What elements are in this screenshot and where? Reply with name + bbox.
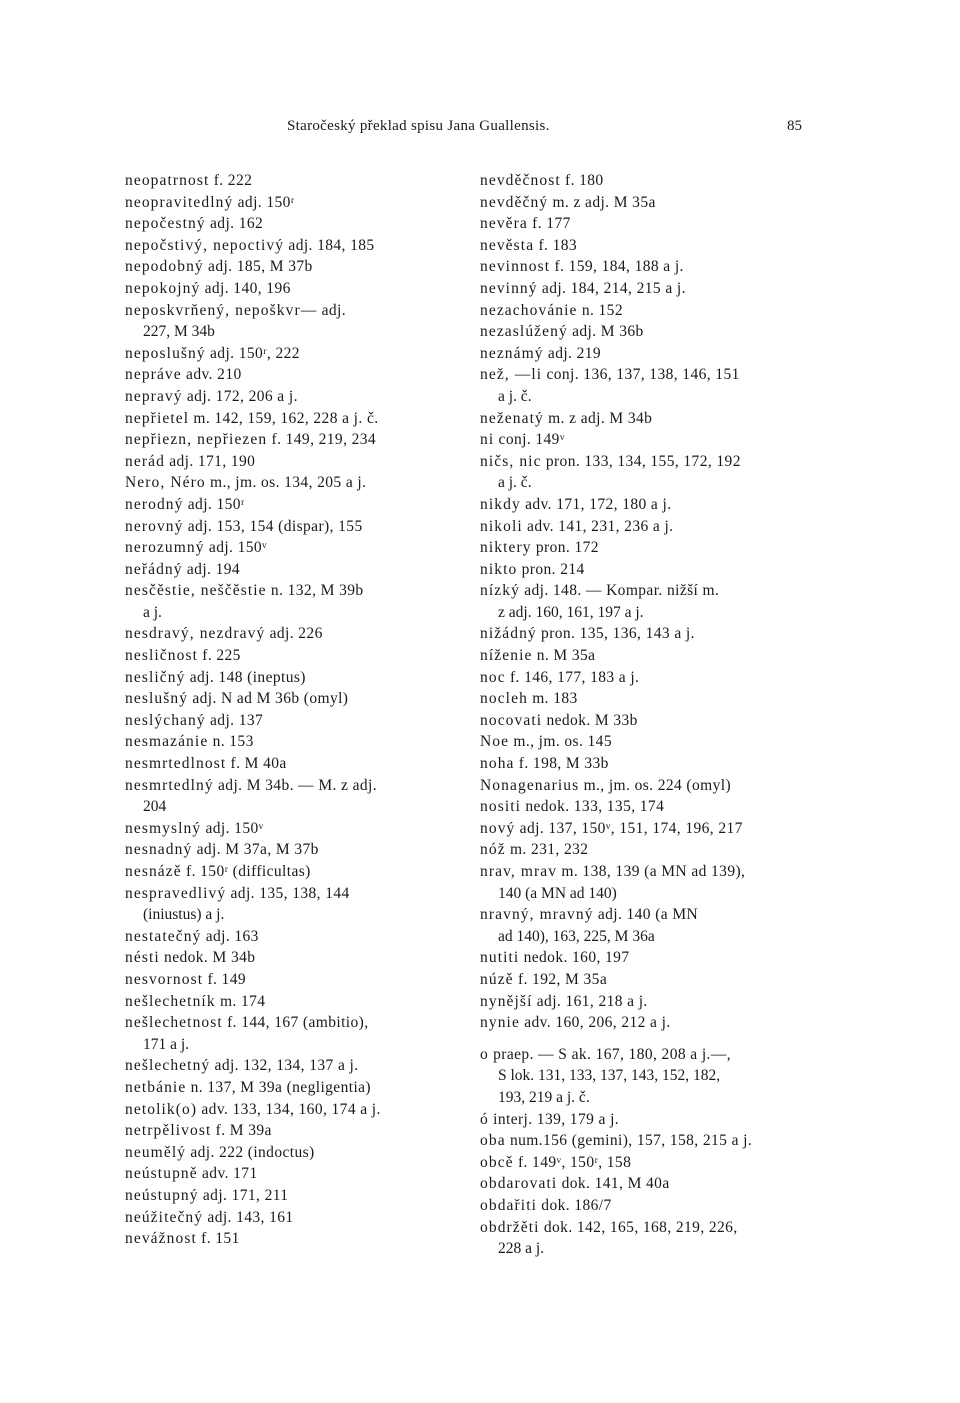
- index-entry: [480, 623, 820, 645]
- entry-headword: nesličnost: [125, 647, 198, 665]
- index-entry: [480, 321, 820, 343]
- entry-references: nedok. 160, 197: [519, 949, 630, 967]
- index-entry: [480, 1109, 820, 1131]
- entry-headword: nikto: [480, 560, 518, 578]
- entry-references: m., jm. os. 224 (omyl): [579, 776, 732, 794]
- entry-references: adj. N ad M 36b (omyl): [188, 690, 349, 708]
- index-entry: [125, 731, 465, 753]
- entry-references: f. 177: [527, 215, 571, 233]
- entry-headword: neumělý: [125, 1143, 187, 1161]
- entry-headword: nocovati: [480, 711, 543, 729]
- index-entry: [125, 472, 465, 494]
- entry-references: f. 149ᵛ, 150ʳ, 158: [513, 1153, 632, 1171]
- entry-references: nedok. M 33b: [542, 711, 638, 729]
- index-entry: [125, 408, 465, 430]
- entry-references: f. M 40a: [226, 755, 287, 773]
- entry-headword: obdařiti: [480, 1196, 538, 1214]
- entry-headword: nesmrtedlnost: [125, 755, 227, 773]
- entry-headword: nesmyslný: [125, 819, 202, 837]
- index-entry: [125, 1228, 465, 1250]
- entry-references: adj. 150ᵛ: [204, 539, 268, 557]
- entry-references: adj. 135, 138, 144: [226, 884, 350, 902]
- entry-references: adv. 141, 231, 236 a j.: [522, 517, 674, 535]
- entry-headword: nerozumný: [125, 539, 205, 557]
- entry-headword: niktery: [480, 539, 532, 557]
- entry-references: adj. 132, 134, 137 a j.: [210, 1057, 359, 1075]
- entry-references: adj. M 34b. — M. z adj.: [213, 776, 378, 794]
- entry-headword: nesvornost: [125, 970, 204, 988]
- entry-headword: núzě: [480, 970, 514, 988]
- entry-headword: oba: [480, 1132, 506, 1150]
- entry-references: pron. 172: [531, 539, 599, 557]
- entry-headword: neústupně: [125, 1165, 198, 1183]
- index-entry: [480, 537, 820, 559]
- index-entry: [480, 559, 820, 581]
- entry-headword: nikdy: [480, 495, 521, 513]
- entry-references: adv. 171, 172, 180 a j.: [520, 495, 672, 513]
- index-entry: [480, 839, 820, 861]
- index-entry: [125, 1012, 465, 1055]
- entry-references: f. 151: [196, 1230, 240, 1248]
- entry-headword: nepočestný: [125, 215, 206, 233]
- entry-references: adj. 140 (a MN: [593, 906, 699, 924]
- entry-headword: nesmazánie: [125, 733, 209, 751]
- entry-headword: nésti: [125, 949, 160, 967]
- entry-headword: netolik(o): [125, 1100, 198, 1118]
- entry-references: adj. 148 (ineptus): [185, 668, 306, 686]
- index-entry: [480, 278, 820, 300]
- index-column-left: [125, 170, 465, 1250]
- entry-headword: ničs, nic: [480, 452, 542, 470]
- entry-headword: nerovný: [125, 517, 184, 535]
- index-entry: [125, 256, 465, 278]
- index-entry: [125, 775, 465, 818]
- entry-references: adv. 133, 134, 160, 174 a j.: [197, 1100, 381, 1118]
- entry-headword: neopatrnost: [125, 172, 210, 189]
- entry-headword: nikoli: [480, 517, 523, 535]
- index-entry: [125, 883, 465, 926]
- index-entry: [480, 580, 820, 623]
- index-entry: [480, 343, 820, 365]
- index-entry: [480, 969, 820, 991]
- index-entry: [125, 451, 465, 473]
- entry-references: conj. 136, 137, 138, 146, 151: [542, 366, 740, 384]
- entry-headword: obdržěti: [480, 1218, 540, 1236]
- entry-references: adj. 171, 211: [198, 1186, 289, 1204]
- entry-headword: neznámý: [480, 344, 544, 362]
- entry-headword: nynie: [480, 1014, 520, 1032]
- index-entry: [125, 1185, 465, 1207]
- index-entry: [125, 429, 465, 451]
- index-entry: [480, 213, 820, 235]
- entry-references: adj.: [317, 301, 347, 319]
- entry-references: m. 142, 159, 162, 228 a j. č.: [189, 409, 379, 427]
- index-entry: [125, 1055, 465, 1077]
- entry-headword: nepodobný: [125, 258, 204, 276]
- index-entry: [480, 516, 820, 538]
- index-entry: [480, 731, 820, 753]
- index-entry: [480, 494, 820, 516]
- index-entry: [125, 300, 465, 343]
- entry-headword: nevděčnost: [480, 172, 561, 189]
- index-entry: [125, 494, 465, 516]
- index-entry: [480, 235, 820, 257]
- entry-references: f. 149: [203, 970, 247, 988]
- entry-headword: nespravedlivý: [125, 884, 227, 902]
- entry-headword: nesličný: [125, 668, 186, 686]
- index-entry: [125, 645, 465, 667]
- entry-headword: nevinnost: [480, 258, 551, 276]
- entry-headword: neústupný: [125, 1186, 199, 1204]
- entry-headword: neposlušný: [125, 344, 206, 362]
- index-entry: [480, 1087, 820, 1109]
- entry-references: m., jm. os. 134, 205 a j.: [205, 474, 367, 492]
- index-entry: [480, 688, 820, 710]
- index-entry: [125, 1207, 465, 1229]
- index-entry: [480, 429, 820, 451]
- entry-references: adj. 172, 206 a j.: [182, 387, 298, 405]
- index-entry: [125, 710, 465, 732]
- index-entry: [125, 861, 465, 883]
- index-entry: [125, 947, 465, 969]
- entry-headword: netbánie: [125, 1078, 187, 1096]
- entry-references: adj. 194: [182, 560, 241, 578]
- entry-headword: nezaslúžený: [480, 323, 568, 341]
- entry-headword: nrav, mrav: [480, 863, 558, 880]
- index-entry: [480, 170, 820, 192]
- entry-headword: Nonagenarius: [480, 776, 580, 794]
- entry-references: adv. 171: [197, 1165, 258, 1183]
- entry-continuation: ad 140), 163, 225, M 36a: [498, 927, 655, 945]
- index-entry: [480, 1195, 820, 1217]
- entry-continuation: 204: [143, 798, 167, 816]
- entry-headword: nesnázě: [125, 863, 182, 880]
- index-entry: [480, 710, 820, 732]
- entry-references: n. M 35a: [532, 647, 596, 665]
- index-entry: [125, 753, 465, 775]
- entry-headword: ó: [480, 1110, 489, 1128]
- entry-headword: nerodný: [125, 495, 184, 513]
- entry-references: adj. 143, 161: [203, 1208, 294, 1226]
- index-entry: [125, 580, 465, 623]
- entry-references: m. z adj. M 35a: [548, 193, 656, 211]
- entry-headword: nevěsta: [480, 236, 535, 254]
- entry-headword: nositi: [480, 798, 522, 816]
- index-entry: [125, 537, 465, 559]
- index-entry: [480, 991, 820, 1013]
- entry-headword: obcě: [480, 1153, 514, 1171]
- entry-headword: nešlechetný: [125, 1057, 211, 1075]
- index-entry: [125, 623, 465, 645]
- entry-headword: nravný, mravný: [480, 906, 594, 924]
- index-entry: [125, 192, 465, 214]
- index-entry: [125, 926, 465, 948]
- entry-headword: ni: [480, 431, 495, 449]
- entry-references: praep. — S ak. 167, 180, 208 a j.—,: [488, 1045, 731, 1063]
- index-entry: [480, 256, 820, 278]
- entry-continuation: a j.: [143, 603, 162, 621]
- entry-references: n. 137, M 39a (negligentia): [186, 1078, 371, 1096]
- entry-headword: nízký: [480, 582, 520, 600]
- entry-headword: noha: [480, 755, 515, 773]
- index-entry: [125, 667, 465, 689]
- entry-headword: nynější: [480, 992, 533, 1010]
- index-entry: [480, 364, 820, 407]
- index-entry: [125, 1077, 465, 1099]
- index-entry: [480, 408, 820, 430]
- entry-references: dok. 186/7: [537, 1196, 612, 1214]
- entry-references: f. 183: [534, 236, 578, 254]
- entry-references: f. 198, M 33b: [514, 755, 609, 773]
- entry-headword: netrpělivost: [125, 1122, 212, 1140]
- entry-headword: neslušný: [125, 690, 189, 708]
- entry-references: conj. 149ᵛ: [494, 431, 565, 449]
- entry-references: adj. M 36b: [567, 323, 644, 341]
- index-entry: [480, 775, 820, 797]
- entry-references: adv. 210: [181, 366, 242, 384]
- entry-headword: neúžitečný: [125, 1208, 204, 1226]
- entry-references: adj. 153, 154 (dispar), 155: [183, 517, 363, 535]
- entry-headword: nešlechetník: [125, 992, 216, 1010]
- entry-references: n. 153: [208, 733, 254, 751]
- index-entry: [125, 516, 465, 538]
- entry-references: adj. 148. — Kompar. nižší m.: [519, 582, 720, 600]
- entry-headword: než, —li: [480, 366, 543, 384]
- index-entry: [480, 753, 820, 775]
- entry-headword: obdarovati: [480, 1175, 558, 1193]
- entry-headword: nižádný: [480, 625, 537, 643]
- entry-references: f. 180: [560, 172, 604, 189]
- entry-references: f. 150ʳ (difficultas): [181, 863, 311, 880]
- index-entry: [125, 1120, 465, 1142]
- entry-references: adj. 137, 150ᵛ, 151, 174, 196, 217: [515, 819, 743, 837]
- entry-continuation: a j. č.: [498, 474, 532, 492]
- entry-references: m. 183: [527, 690, 578, 708]
- index-entry: [480, 1044, 820, 1087]
- entry-references: adj. 150ᵛ: [201, 819, 264, 837]
- index-entry: [125, 278, 465, 300]
- running-title: Staročeský překlad spisu Jana Guallensis.: [287, 118, 550, 134]
- index-entry: [480, 1152, 820, 1174]
- index-entry: [480, 300, 820, 322]
- index-entry: [125, 991, 465, 1013]
- entry-headword: nutiti: [480, 949, 520, 967]
- entry-headword: níženie: [480, 647, 533, 665]
- index-entry: [125, 213, 465, 235]
- entry-headword: nezachovánie: [480, 301, 578, 319]
- entry-headword: nestatečný: [125, 927, 202, 945]
- entry-headword: neopravitedlný: [125, 193, 234, 211]
- entry-references: adj. 137: [205, 711, 264, 729]
- entry-continuation: (iniustus) a j.: [143, 906, 225, 924]
- index-entry: [125, 235, 465, 257]
- entry-references: pron. 135, 136, 143 a j.: [536, 625, 695, 643]
- entry-headword: nesdravý, nezdravý: [125, 625, 266, 643]
- entry-headword: nevděčný: [480, 193, 549, 211]
- entry-headword: nový: [480, 819, 516, 837]
- index-entry: [480, 818, 820, 840]
- entry-references: f. 159, 184, 188 a j.: [550, 258, 684, 276]
- entry-references: pron. 214: [517, 560, 585, 578]
- index-entry: [125, 1142, 465, 1164]
- index-entry: [125, 818, 465, 840]
- entry-headword: nepřietel: [125, 409, 190, 427]
- entry-headword: nevinný: [480, 279, 538, 297]
- index-entry: [125, 1163, 465, 1185]
- entry-references: f. 225: [198, 647, 241, 665]
- entry-references: f. 149, 219, 234: [267, 431, 377, 449]
- entry-continuation: 193, 219 a j. č.: [498, 1088, 590, 1106]
- entry-references: adj. 222 (indoctus): [186, 1143, 315, 1161]
- entry-continuation: 228 a j.: [498, 1240, 545, 1258]
- entry-headword: nocleh: [480, 690, 528, 708]
- index-entry: [125, 364, 465, 386]
- entry-references: nedok. 133, 135, 174: [521, 798, 665, 816]
- index-entry: [480, 192, 820, 214]
- entry-headword: nepráve: [125, 366, 182, 384]
- entry-references: adj. 171, 190: [164, 452, 256, 470]
- entry-references: adv. 160, 206, 212 a j.: [519, 1014, 671, 1032]
- entry-references: adj. 226: [265, 625, 323, 643]
- index-entry: [480, 947, 820, 969]
- index-entry: [480, 796, 820, 818]
- entry-headword: nešlechetnost: [125, 1014, 223, 1032]
- entry-headword: nesnadný: [125, 841, 193, 859]
- entry-references: num.156 (gemini), 157, 158, 215 a j.: [505, 1132, 753, 1150]
- entry-headword: nepřiezn, nepřiezen: [125, 431, 268, 449]
- index-entry: [125, 688, 465, 710]
- index-entry: [125, 1099, 465, 1121]
- entry-continuation: z adj. 160, 161, 197 a j.: [498, 603, 644, 621]
- entry-references: n. 152: [577, 301, 623, 319]
- entry-references: adj. 163: [201, 927, 259, 945]
- index-entry: [125, 969, 465, 991]
- entry-references: adj. 184, 185: [284, 236, 375, 254]
- entry-continuation: 140 (a MN ad 140): [498, 884, 617, 902]
- index-entry: [480, 861, 820, 904]
- entry-references: nedok. M 34b: [159, 949, 256, 967]
- entry-references: f. 192, M 35a: [513, 970, 608, 988]
- index-entry: [480, 667, 820, 689]
- entry-headword: noc: [480, 668, 506, 686]
- index-entry: [480, 1173, 820, 1195]
- entry-references: adj. 140, 196: [200, 279, 291, 297]
- entry-references: adj. 150ʳ: [233, 193, 295, 211]
- page-header: [0, 118, 960, 142]
- entry-references: m. z adj. M 34b: [543, 409, 653, 427]
- entry-continuation: a j. č.: [498, 387, 532, 405]
- entry-headword: nevěra: [480, 215, 528, 233]
- index-entry: [480, 1130, 820, 1152]
- entry-headword: neposkvrňený, nepoškvr—: [125, 301, 318, 319]
- index-entry: [125, 170, 465, 192]
- entry-headword: o: [480, 1045, 489, 1063]
- entry-headword: nesmrtedlný: [125, 776, 214, 794]
- entry-headword: neženatý: [480, 409, 544, 427]
- entry-references: pron. 133, 134, 155, 172, 192: [541, 452, 741, 470]
- entry-references: f. 146, 177, 183 a j.: [505, 668, 640, 686]
- index-entry: [125, 386, 465, 408]
- entry-references: dok. 141, M 40a: [557, 1175, 670, 1193]
- index-entry: [480, 1012, 820, 1034]
- entry-references: adj. 150ʳ, 222: [205, 344, 300, 362]
- entry-references: dok. 142, 165, 168, 219, 226,: [539, 1218, 738, 1236]
- entry-headword: Nero, Néro: [125, 474, 206, 492]
- index-entry: [125, 559, 465, 581]
- entry-references: m. 174: [215, 992, 266, 1010]
- entry-headword: nesčěstie, neščěstie: [125, 582, 267, 600]
- entry-headword: nevážnost: [125, 1230, 197, 1248]
- entry-references: adj. M 37a, M 37b: [192, 841, 319, 859]
- index-entry: [480, 451, 820, 494]
- entry-references: m. 138, 139 (a MN ad 139),: [557, 863, 746, 880]
- index-entry: [125, 839, 465, 861]
- entry-references: adj. 161, 218 a j.: [532, 992, 648, 1010]
- index-entry: [480, 645, 820, 667]
- entry-references: interj. 139, 179 a j.: [488, 1110, 620, 1128]
- entry-references: m. 231, 232: [505, 841, 589, 859]
- entry-headword: neřádný: [125, 560, 183, 578]
- entry-continuation: 171 a j.: [143, 1035, 190, 1053]
- page-number: 85: [787, 118, 802, 134]
- entry-references: adj. 185, M 37b: [203, 258, 313, 276]
- entry-references: adj. 219: [543, 344, 602, 362]
- entry-headword: nepravý: [125, 387, 183, 405]
- entry-references: m., jm. os. 145: [509, 733, 612, 751]
- entry-headword: nepočstivý, nepoctivý: [125, 236, 285, 254]
- index-entry: [125, 343, 465, 365]
- entry-references: f. M 39a: [211, 1122, 272, 1140]
- entry-references: f. 144, 167 (ambitio),: [222, 1014, 369, 1032]
- entry-headword: nóž: [480, 841, 506, 859]
- entry-references: adj. 150ʳ: [183, 495, 245, 513]
- entry-references: adj. 184, 214, 215 a j.: [537, 279, 686, 297]
- entry-references: f. 222: [209, 172, 253, 189]
- entry-references: n. 132, M 39b: [266, 582, 364, 600]
- entry-headword: Noe: [480, 733, 510, 751]
- entry-continuation: 227, M 34b: [143, 323, 215, 341]
- entry-headword: neslýchaný: [125, 711, 206, 729]
- index-entry: [480, 1217, 820, 1260]
- entry-headword: nepokojný: [125, 279, 201, 297]
- entry-references: adj. 162: [205, 215, 264, 233]
- entry-headword: nerád: [125, 452, 165, 470]
- entry-continuation: S lok. 131, 133, 137, 143, 152, 182,: [498, 1067, 721, 1085]
- index-column-right: [480, 170, 820, 1260]
- index-entry: [480, 904, 820, 947]
